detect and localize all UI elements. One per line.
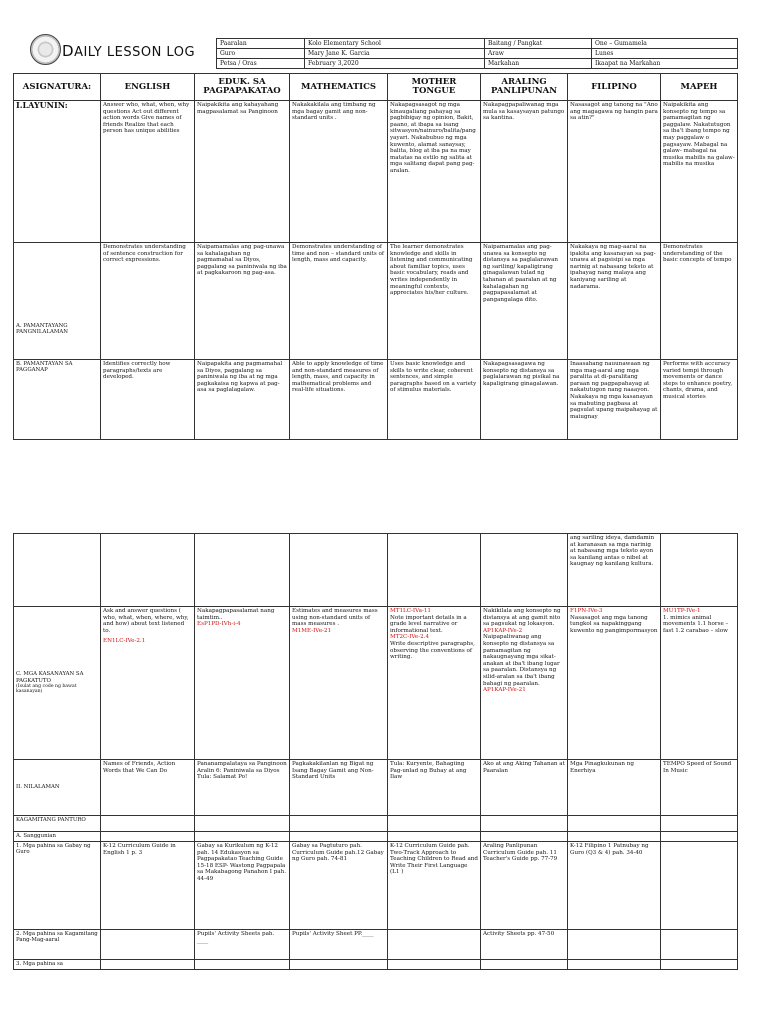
ppn-mt: The learner demonstrates knowledge and skills in listening and communicating about familiar topics, uses basic vocabulary, reads and writes independently in meaningful contexts, appreciates his/her culture. (388, 243, 481, 360)
continued-mt (388, 534, 481, 607)
label-markahan: Markahan (485, 59, 592, 69)
ppn-ap: Naipamamalas ang pag-unawa sa konsepto ng distansya sa paglalarawan ng sariling/ kapaligirang ginagalawan tulad ng tahanan at paaralan at ng kahalagahan ng pagpapasalamat at pangangalaga dito. (481, 243, 568, 360)
kasanayan-label-cell (14, 607, 101, 760)
kasanayan-ap-code2: AP1KAP-IVe-21 (483, 687, 526, 694)
kasanayan-english (101, 607, 195, 760)
gabay-guro-label: 1. Mga pahina sa Gabay ng Guro (14, 842, 101, 930)
kag-empty-4 (388, 816, 481, 832)
ppg-esp: Naipapakita ang pagmamahal sa Diyos, paggalang sa paniniwala ng iba at ng mga pagkakaisa ng kapwa at pag-asa sa paglalagalaw. (195, 360, 290, 440)
sanggunian-row (14, 832, 738, 842)
pamantayang-pangnilalaman-row (14, 243, 738, 360)
kasanayan-label: C. MGA KASANAYAN SA PAGKATUTO (16, 671, 84, 684)
nilalaman-label: II. NILALAMAN (14, 760, 101, 816)
kasanayan-ap-text2: Naipapaliwanag ang konsepto ng distansya sa pamamagitan ng nakaugnayang mga sikat-anakan at iba't ibang lugar sa paaralan. Distansya ng silid-aralan sa iba't ibang bahagi ng paaralan. (483, 634, 560, 687)
tek-empty-2 (195, 960, 290, 970)
continued-english (101, 534, 195, 607)
gabay-math: Gabay sa Pagtuturo pah. Curriculum Guide pah.12 Gabay ng Guro pah. 74-81 (290, 842, 388, 930)
header-row-school (217, 39, 738, 49)
lesson-log-table-top (13, 73, 738, 440)
ppn-mapeh: Demonstrates understanding of the basic concepts of tempo (661, 243, 738, 360)
pamantayan-pagganap-label: B. PAMANTAYAN SA PAGGANAP (14, 360, 101, 440)
nilalaman-ap: Ako at ang Aking Tahanan at Paaralan (481, 760, 568, 816)
sang-empty-3 (290, 832, 388, 842)
subject-mapeh: MAPEH (661, 74, 738, 101)
kagamitang-label: KAGAMITANG PANTURO (14, 816, 101, 832)
value-guro: Mary Jane K. Garcia (305, 49, 485, 59)
subject-header-row (14, 74, 738, 101)
sang-empty-1 (101, 832, 195, 842)
gabay-mt: K-12 Curriculum Guide pah. Two-Track Approach to Teaching Children to Read and Write Their First Language (L1 ) (388, 842, 481, 930)
gabay-guro-row (14, 842, 738, 930)
continued-math (290, 534, 388, 607)
teksbuk-label: 3. Mga pahina sa (14, 960, 101, 970)
tek-empty-1 (101, 960, 195, 970)
kag-empty-6 (568, 816, 661, 832)
continued-label (14, 534, 101, 607)
subject-math: MATHEMATICS (290, 74, 388, 101)
label-araw: Araw (485, 49, 592, 59)
kasanayan-filipino (568, 607, 661, 760)
kasanayan-fil-code: F1PN-IVe-3 (570, 608, 603, 614)
kasanayan-mapeh-text: 1. mimics animal movements 1.1 horse – fast 1.2 carabao – slow (663, 614, 729, 634)
kasanayan-row (14, 607, 738, 760)
continued-filipino: ang sariling ideya, damdamin at karanasan sa mga narinig at nabasang mga teksto ayon sa kanilang antas o nibel at kaugnay ng kanilang kultura. (568, 534, 661, 607)
kasanayan-ap (481, 607, 568, 760)
kma-english (101, 930, 195, 960)
nilalaman-math: Pagkakakilanlan ng Bigat ng Isang Bagay Gamit ang Non-Standard Units (290, 760, 388, 816)
tek-empty-5 (481, 960, 568, 970)
ppn-math: Demonstrates understanding of time and non – standard units of length, mass and capacity. (290, 243, 388, 360)
kasanayan-mt-code2: MT2C-IVe-2.4 (390, 634, 430, 641)
kasanayan-math (290, 607, 388, 760)
header-row-date (217, 59, 738, 69)
tek-empty-4 (388, 960, 481, 970)
kasanayan-esp-code: EsP1PD-IVh-i-4 (197, 621, 241, 628)
ppg-math: Able to apply knowledge of time and non-standard measures of length, mass, and capacity in mathematical problems and real-life situations. (290, 360, 388, 440)
tek-empty-7 (661, 960, 738, 970)
sanggunian-label: A. Sanggunian (14, 832, 101, 842)
sang-empty-6 (568, 832, 661, 842)
ppn-filipino: Nakakaya ng mag-aaral na ipakita ang kasanayan sa pag-unawa at pagsisipi sa mga narinig at nabasang teksto at ipahayag nang malaya ang kaniyang sariling at nadarama. (568, 243, 661, 360)
kag-empty-7 (661, 816, 738, 832)
kasanayan-fil-text: Nasasagot ang mga tanong tungkol sa napakinggang kuwento ng pangimpormasyon (570, 614, 658, 634)
kma-mapeh (661, 930, 738, 960)
kasanayan-esp-text: Nakapagpapasalamat nang taimtim.. (197, 608, 275, 621)
teksbuk-row (14, 960, 738, 970)
nilalaman-english: Names of Friends, Action Words that We Can Do (101, 760, 195, 816)
gabay-esp: Gabay sa Kurikulum ng K-12 pah. 14 Edukasyon sa Pagpapakatao Teaching Guide 15-18 ESP- Wastong Pagpapala sa Makabagong Panahon I pah. 44-49 (195, 842, 290, 930)
layunin-mapeh: Naipakikita ang konsepto ng tempo sa pamamagitan ng paggalaw. Nakatutugon sa iba't ibang tempo ng may paggalaw o pagsayaw. Mabagal na galaw- mabagal na musika mabilis na galaw- mabilis na musika (661, 101, 738, 243)
kag-empty-3 (290, 816, 388, 832)
layunin-ap: Nakapagpapaliwanag mga mula sa kasaysayan patungo sa kantina. (481, 101, 568, 243)
nilalaman-mt: Tula: Kuryente, Bahagiing Pag-unlad ng Buhay at ang Ilaw (388, 760, 481, 816)
tek-empty-3 (290, 960, 388, 970)
sang-empty-2 (195, 832, 290, 842)
label-guro: Guro (217, 49, 305, 59)
value-baitang: One – Gumamela (592, 39, 738, 49)
label-baitang: Baitang / Pangkat (485, 39, 592, 49)
kagamitang-mag-aaral-label: 2. Mga pahina sa Kagamitang Pang-Mag-aaral (14, 930, 101, 960)
tek-empty-6 (568, 960, 661, 970)
ppn-esp: Naipamamalas ang pag-unawa sa kahalagahan ng pagmamahal sa Diyos, paggalang sa paniniwala ng iba at pagkakaroon ng pag-asa. (195, 243, 290, 360)
kag-empty-1 (101, 816, 195, 832)
gabay-filipino: K-12 Filipino 1 Patnubay ng Guro (Q3 & 4) pah. 34-40 (568, 842, 661, 930)
kasanayan-math-text: Estimates and measures mass using non-standard units of mass measures . (292, 608, 378, 628)
continued-mapeh (661, 534, 738, 607)
value-petsa: February 3,2020 (305, 59, 485, 69)
lesson-log-table-bottom (13, 533, 738, 970)
header-info-table (216, 38, 738, 69)
kagamitang-row (14, 816, 738, 832)
gabay-ap: Araling Panlipunan Curriculum Guide pah. 11 Teacher's Guide pp. 77-79 (481, 842, 568, 930)
ppg-english: Identifies correctly how paragraphs/texts are developed. (101, 360, 195, 440)
document-title: DAILY LESSON LOG (62, 42, 196, 60)
kasanayan-math-code: M1ME-IVe-21 (292, 627, 332, 634)
kasanayan-ap-code1: AP1KAP-IVe-2 (483, 627, 523, 634)
kma-math: Pupils' Activity Sheet PP.____ (290, 930, 388, 960)
kma-ap: Activity Sheets pp. 47-50 (481, 930, 568, 960)
nilalaman-row (14, 760, 738, 816)
kagamitang-mag-aaral-row (14, 930, 738, 960)
kasanayan-ap-text1: Nakikilala ang konsepto ng distansya at ang gamit nito sa pagsukat ng lokasyon. (483, 608, 561, 628)
layunin-label: I.LAYUNIN: (14, 101, 101, 243)
kasanayan-esp (195, 607, 290, 760)
nilalaman-esp: Pananampalataya sa Panginoon Aralin 6: Paniniwala sa Diyos Tula: Salamat Po! (195, 760, 290, 816)
continued-ap (481, 534, 568, 607)
ppg-ap: Nakapagsasagawa ng konsepto ng distansya sa paglalarawan ng pisikal na kapaligirang ginagalawan. (481, 360, 568, 440)
kasanayan-english-code: EN1LC-IVe-2.1 (103, 638, 146, 645)
deped-seal-icon (30, 34, 61, 65)
subject-filipino: FILIPINO (568, 74, 661, 101)
ppn-english: Demonstrates understanding of sentence construction for correct expressions. (101, 243, 195, 360)
ppg-mapeh: Performs with accuracy varied tempi through movements or dance steps to enhance poetry, chants, drama, and musical stories (661, 360, 738, 440)
kasanayan-mapeh-code: MU1TP-IVe-1 (663, 608, 701, 614)
kasanayan-mt-code1: MT1LC-IVa-11 (390, 608, 431, 614)
kma-filipino (568, 930, 661, 960)
nilalaman-mapeh: TEMPO Speed of Sound In Music (661, 760, 738, 816)
gabay-mapeh (661, 842, 738, 930)
kasanayan-english-text: Ask and answer questions ( who, what, when, where, why, and how) about text listened to. (103, 608, 189, 634)
layunin-row (14, 101, 738, 243)
kasanayan-mapeh (661, 607, 738, 760)
sang-empty-4 (388, 832, 481, 842)
continued-row (14, 534, 738, 607)
layunin-esp: Naipakikita ang kahayahang magpasalamat sa Panginoon (195, 101, 290, 243)
subject-mother-tongue: MOTHER TONGUE (388, 74, 481, 101)
subject-araling-panlipunan: ARALING PANLIPUNAN (481, 74, 568, 101)
value-markahan: Ikaapat na Markahan (592, 59, 738, 69)
kag-empty-2 (195, 816, 290, 832)
layunin-mt: Nakapagsasagot ng mga kinaugaliang pahayag sa pagbibigay ng opinion, Bakit, paano, at ibapa sa isang sitwasyon/nainuro/balita/pangyayari. Nakabubuo ng mga kuwento, alamat sanaysay, balita, blog at iba pa na may matatas na estilo ng salita at mga salitang dapat pang pag-aralan. (388, 101, 481, 243)
header-row-teacher (217, 49, 738, 59)
kma-esp: Pupils' Activity Sheets pah. ____ (195, 930, 290, 960)
gabay-english: K-12 Curriculum Guide in English 1 p. 3 (101, 842, 195, 930)
ppg-filipino: Inaasahang nauunawaan ng mga mag-aaral ang mga paralita at di-paralitang paraan ng pagpapahayag at nakatutugon nang naaayon. Nakakaya ng mga kasanayan sa mabuting pagbasa at pagsulat upang maipahayag at maiugnay (568, 360, 661, 440)
kasanayan-mt-text2: Write descriptive paragraphs, observing the conventions of writing. (390, 640, 475, 661)
pamantayang-pangnilalaman-label: A. PAMANTAYANG PANGNILALAMAN (14, 243, 101, 360)
kma-mt (388, 930, 481, 960)
ppg-mt: Uses basic knowledge and skills to write clear, coherent sentences, and simple paragraphs based on a variety of stimulus materials. (388, 360, 481, 440)
subject-english: ENGLISH (101, 74, 195, 101)
layunin-math: Nakakakilala ang timbang ng mga bagay gamit ang non-standard units . (290, 101, 388, 243)
kasanayan-note: (Isulat ang code ng bawat kasanayan) (16, 683, 77, 695)
label-petsa: Petsa / Oras (217, 59, 305, 69)
nilalaman-filipino: Mga Pinagkukunan ng Enerhiya (568, 760, 661, 816)
kag-empty-5 (481, 816, 568, 832)
value-paaralan: Kolo Elementary School (305, 39, 485, 49)
sang-empty-5 (481, 832, 568, 842)
kasanayan-mt (388, 607, 481, 760)
label-paaralan: Paaralan (217, 39, 305, 49)
subject-esp: EDUK. SA PAGPAPAKATAO (195, 74, 290, 101)
value-araw: Lunes (592, 49, 738, 59)
kasanayan-mt-text1: Note important details in a grade level narrative or informational text. (390, 614, 467, 634)
asignatura-label: ASIGNATURA: (14, 74, 101, 101)
continued-esp (195, 534, 290, 607)
pamantayan-pagganap-row (14, 360, 738, 440)
layunin-english: Answer who, what, when, why questions Act out different action words Give names of friends Realize that each person has unique abilities (101, 101, 195, 243)
sang-empty-7 (661, 832, 738, 842)
layunin-filipino: Nasasagot ang tanong na "Ano ang magagawa ng hangin para sa atin?" (568, 101, 661, 243)
